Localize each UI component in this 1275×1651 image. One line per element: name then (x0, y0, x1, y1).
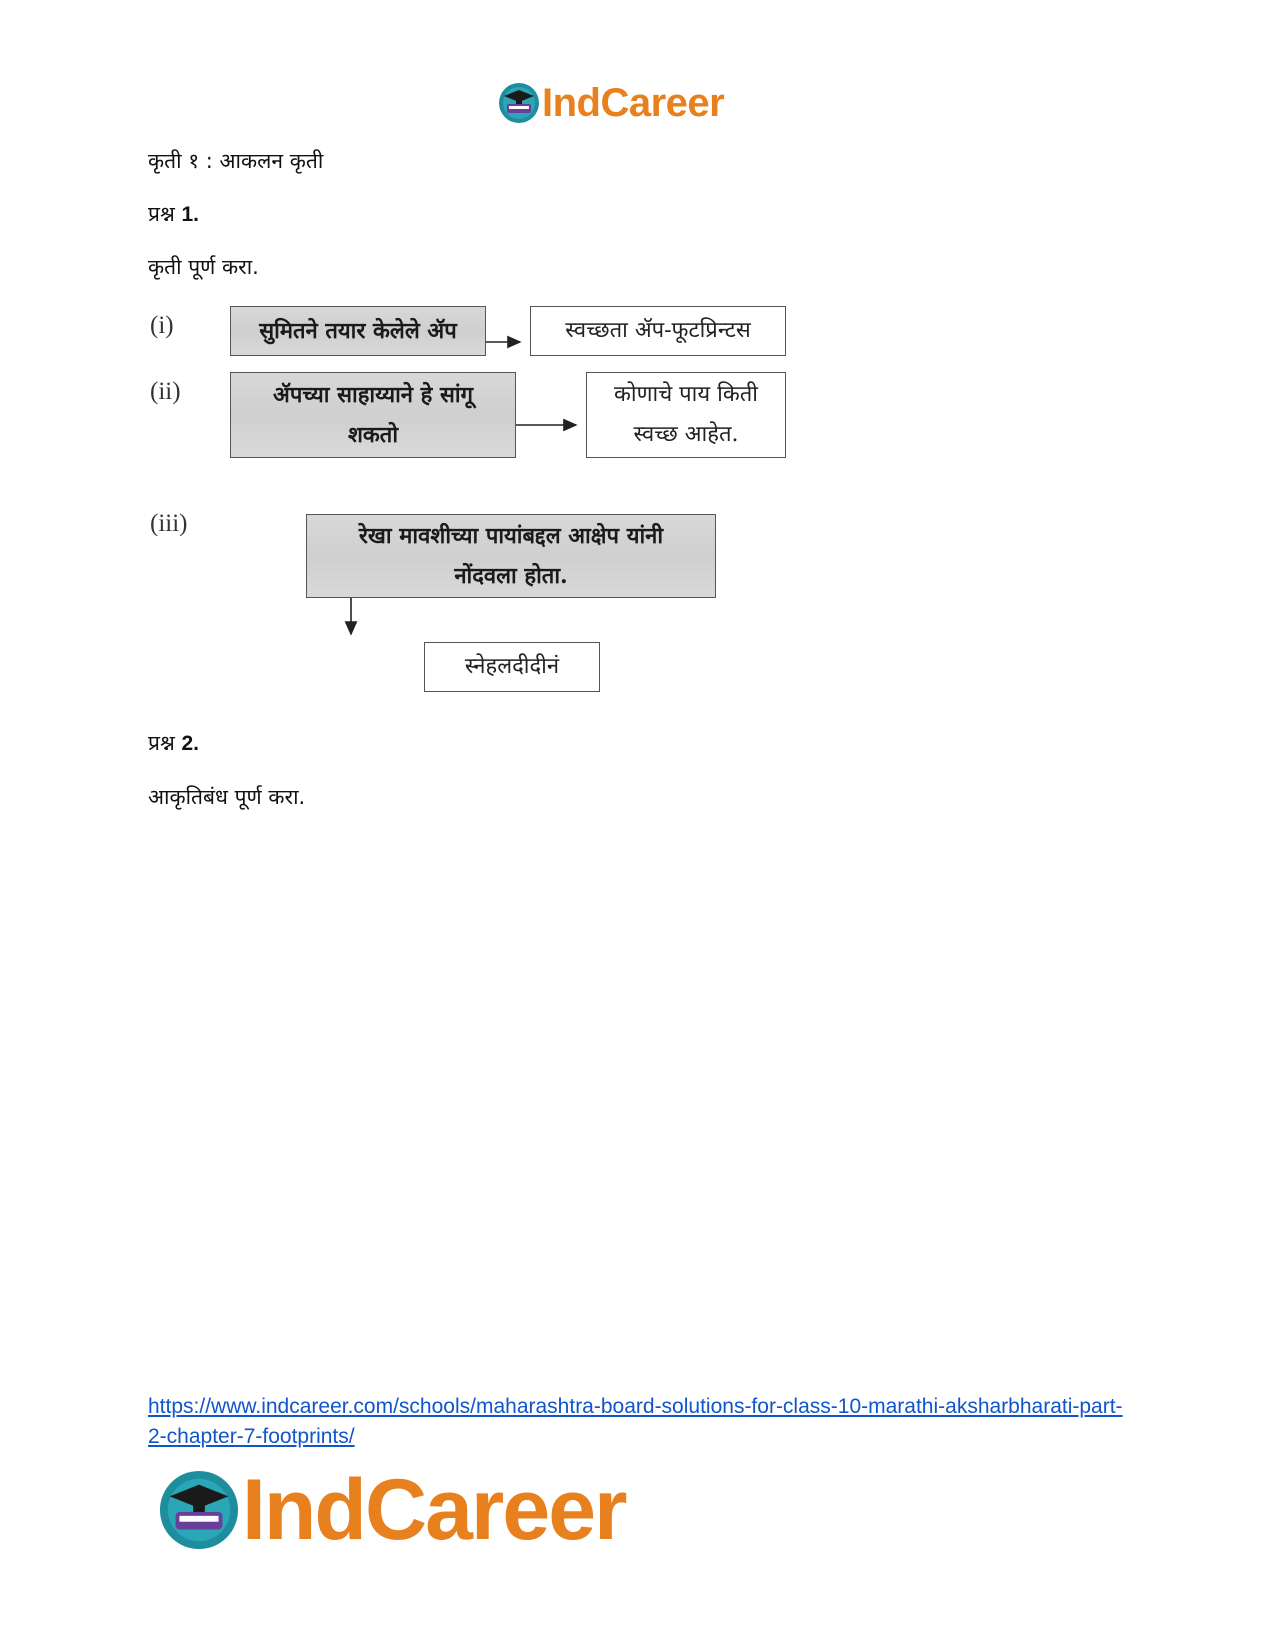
footer-logo (158, 1462, 626, 1558)
item-3-answer-box (424, 642, 600, 692)
activity-title: कृती १ : आकलन कृती (148, 149, 324, 173)
item-1-answer: स्वच्छता ॲप-फूटप्रिन्टस (565, 318, 751, 343)
item-3-question: रेखा मावशीच्या पायांबद्दल आक्षेप यांनी नोंदवला होता. (358, 523, 664, 589)
question-1-heading (148, 199, 199, 230)
question-2-heading (148, 728, 199, 759)
question-1-prefix: प्रश्न (148, 202, 175, 226)
item-2-number: (ii) (150, 378, 181, 405)
item-2-question-box (230, 372, 516, 458)
item-2-answer: कोणाचे पाय किती स्वच्छ आहेत. (614, 382, 758, 447)
graduation-cap-book-icon (498, 82, 540, 124)
footer-logo-text: IndCareer (242, 1462, 626, 1558)
item-1-answer-box (530, 306, 786, 356)
item-2-answer-box (586, 372, 786, 458)
header-logo (498, 78, 724, 128)
graduation-cap-book-icon (158, 1469, 240, 1551)
item-1-question: सुमितने तयार केलेले ॲप (259, 318, 457, 344)
item-3-answer: स्नेहलदीदीनं (464, 654, 560, 679)
question-2-number: 2. (181, 732, 199, 755)
item-2-question: ॲपच्या साहाय्याने हे सांगू शकतो (273, 382, 473, 448)
activity-diagram (148, 312, 808, 702)
question-2-prefix: प्रश्न (148, 731, 175, 755)
item-3-question-box (306, 514, 716, 598)
question-2-instruction: आकृतिबंध पूर्ण करा. (148, 785, 306, 809)
item-1-question-box (230, 306, 486, 356)
header-logo-text: IndCareer (542, 81, 725, 125)
question-1-instruction: कृती पूर्ण करा. (148, 255, 259, 279)
source-url-link[interactable]: https://www.indcareer.com/schools/maharashtra-board-solutions-for-class-10-marathi-aksharbharati-part-2-chapter-7-footprints/ (148, 1395, 1123, 1448)
item-1-number: (i) (150, 312, 174, 339)
item-3-number: (iii) (150, 510, 188, 537)
question-1-number: 1. (181, 203, 199, 226)
